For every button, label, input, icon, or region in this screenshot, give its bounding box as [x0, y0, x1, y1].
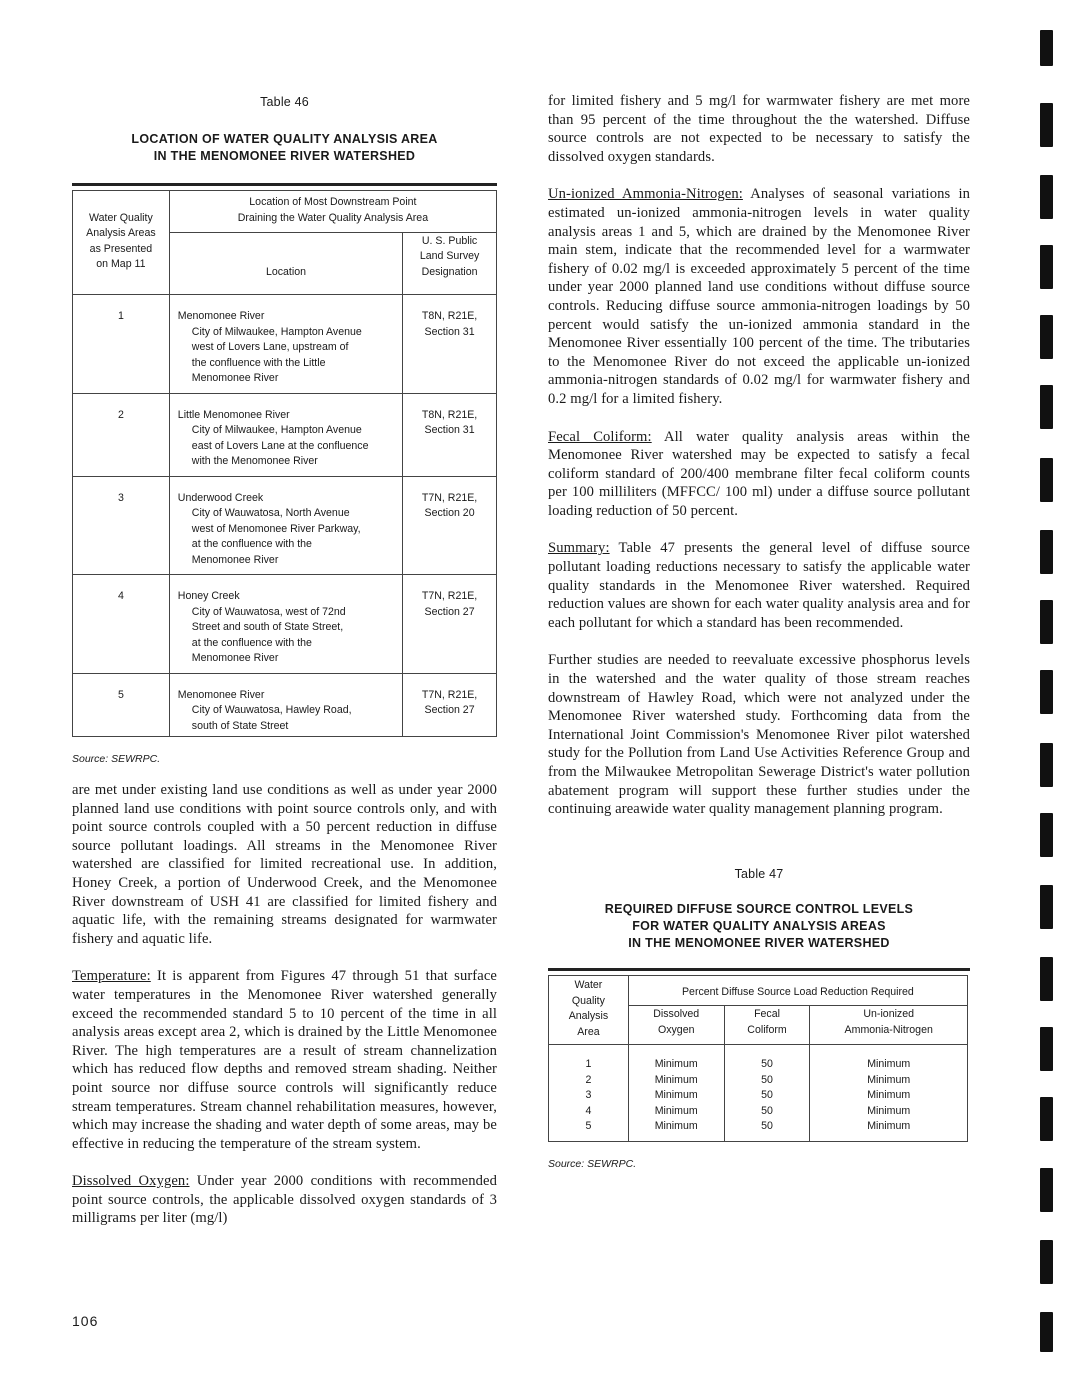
table46-title: LOCATION OF WATER QUALITY ANALYSIS AREA IN THE MENOMONEE RIVER WATERSHED	[131, 132, 438, 163]
fecal-coliform-heading: Fecal Coliform:	[548, 428, 652, 445]
table47-body: 1 2 3 4 5 Minimum Minimum Minimum Minimum Minimum 50 50 50 50 50 Minimum Minimum Minimum Minimum Minimum	[549, 1045, 968, 1142]
table47-caption: Table 47	[734, 866, 784, 881]
edge-mark	[1040, 315, 1053, 359]
edge-mark	[1040, 530, 1053, 574]
temperature-paragraph: Temperature: It is apparent from Figures 47 through 51 that surface water temperatures in the Menomonee River watershed generally exceed the recommended standard 5 to 10 percent of the time in all analysis areas except area 2, which is drained by the Little Menomonee River. The high temperatures are a result of stream channelization which has reduced flow depths and removed stream shading. Neither point source nor diffuse source controls will significantly reduce stream temperatures. Stream channel rehabilitation measures, however, which may increase the shading and water depth of some areas, may be effective in reducing the temperature of the stream system.	[72, 968, 497, 1152]
edge-mark	[1040, 600, 1053, 644]
dissolved-oxygen-paragraph: Dissolved Oxygen: Under year 2000 conditions with recommended point source controls, the applicable dissolved oxygen standards of 3 milligrams per liter (mg/l)	[72, 1173, 497, 1227]
edge-mark	[1040, 1168, 1053, 1212]
scan-edge-marks	[1040, 0, 1054, 1380]
table46-source: Source: SEWRPC.	[72, 753, 161, 765]
page-number: 106	[72, 1313, 99, 1329]
table47-header-dissolved-oxygen: Dissolved Oxygen	[628, 1006, 724, 1045]
edge-mark	[1040, 245, 1053, 289]
edge-mark	[1040, 743, 1053, 787]
left-paragraph-1: are met under existing land use conditions as well as under year 2000 planned land use conditions with point source controls only, and with point source controls coupled with a 50 percent reduction in diffuse source pollutant loadings. All streams in the Menomonee River watershed are classified for limited recreational use. In addition, Honey Creek, a portion of Underwood Creek, and the Menomonee River downstream of USH 41 are classified for limited fishery and aquatic life, with the remaining streams designated for warmwater fishery and aquatic life.	[72, 782, 497, 947]
temperature-heading: Temperature:	[72, 968, 151, 985]
table47-header-group: Percent Diffuse Source Load Reduction Required	[628, 975, 967, 1006]
table-row: 4 Honey Creek City of Wauwatosa, west of 72nd Street and south of State Street, at the confluence with the Menomonee River T7N, R21E, Section 27	[73, 575, 497, 674]
edge-mark	[1040, 957, 1053, 1001]
edge-mark	[1040, 885, 1053, 929]
fecal-coliform-paragraph: Fecal Coliform: All water quality analysis areas within the Menomonee River watershed may be expected to satisfy a fecal coliform standard of 200/400 membrane filter fecal coliform counts per 100 milliliters (MFFCC/ 100 ml) under a diffuse source pollutant loading reduction of 50 percent.	[548, 428, 970, 519]
table47-header-fecal-coliform: Fecal Coliform	[724, 1006, 810, 1045]
summary-paragraph: Summary: Table 47 presents the general level of diffuse source pollutant loading reductions necessary to satisfy the applicable water quality standards in the Menomonee River watershed. Required reduction values are shown for each water quality analysis area and for each pollutant for which a standard has been recommended.	[548, 540, 970, 631]
edge-mark	[1040, 385, 1053, 429]
table46-top-rule	[72, 183, 497, 186]
table-row: 3 Underwood Creek City of Wauwatosa, North Avenue west of Menomonee River Parkway, at the confluence with the Menomonee River T7N, R21E, Section 20	[73, 476, 497, 575]
edge-mark	[1040, 30, 1053, 66]
table47-header-area: Water Quality Analysis Area	[549, 975, 629, 1045]
edge-mark	[1040, 813, 1053, 857]
table46-caption: Table 46	[260, 95, 309, 109]
ammonia-heading: Un-ionized Ammonia-Nitrogen:	[548, 186, 743, 203]
table-row: 5 Menomonee River City of Wauwatosa, Hawley Road, south of State Street T7N, R21E, Section 27	[73, 673, 497, 737]
further-studies-paragraph: Further studies are needed to reevaluate excessive phosphorus levels in the watershed and the water quality of those stream reaches downstream of Hawley Road, which were not analyzed under the Menomonee River watershed study. Forthcoming data from the International Joint Commission's Menomonee River pilot watershed study for the Pollution from Land Use Activities Reference Group and from the Milwaukee Metropolitan Sewerage District's water pollution abatement program will support these further studies under the continuing areawide water quality management planning program.	[548, 652, 970, 818]
edge-mark	[1040, 1097, 1053, 1141]
table47-header-ammonia: Un-ionized Ammonia-Nitrogen	[810, 1006, 968, 1045]
ammonia-paragraph: Un-ionized Ammonia-Nitrogen: Analyses of seasonal variations in estimated un-ionized ammonia-nitrogen levels in water quality analysis areas 1 and 5, which are drained by the Menomonee River main stem, indicate that the recommended level for a warmwater fishery of 0.02 mg/l is exceeded approximately 5 percent of the time under year 2000 planned land use conditions without diffuse source controls. Reducing diffuse source ammonia-nitrogen loadings by 50 percent would satisfy the un-ionized ammonia standard in the Menomonee River essentially 100 percent of the time. The tributaries to the Menomonee River do not exceed the applicable un-ionized ammonia-nitrogen standards of 0.02 mg/l for warmwater fishery and 0.2 mg/l for a limited fishery.	[548, 186, 970, 407]
table46-header-designation: U. S. Public Land Survey Designation	[403, 233, 497, 295]
edge-mark	[1040, 1027, 1053, 1071]
right-paragraph-1: for limited fishery and 5 mg/l for warmwater fishery are met more than 95 percent of the time throughout the the watershed. Diffuse source controls are not expected to be necessary to satisfy the dissolved oxygen standards.	[548, 93, 970, 165]
table46-header-group: Location of Most Downstream Point Draining the Water Quality Analysis Area	[169, 191, 496, 233]
table-row: 2 Little Menomonee River City of Milwaukee, Hampton Avenue east of Lovers Lane at the confluence with the Menomonee River T8N, R21E, Section 31	[73, 393, 497, 476]
edge-mark	[1040, 1312, 1053, 1352]
left-body-text	[72, 781, 497, 1228]
table46-header-area: Water Quality Analysis Areas as Presented on Map 11	[73, 191, 170, 295]
edge-mark	[1040, 1240, 1053, 1284]
dissolved-oxygen-heading: Dissolved Oxygen:	[72, 1173, 190, 1190]
edge-mark	[1040, 175, 1053, 219]
summary-heading: Summary:	[548, 540, 610, 557]
table47	[548, 975, 968, 1142]
edge-mark	[1040, 103, 1053, 147]
table46-header-location: Location	[169, 233, 402, 295]
table47-top-rule	[548, 968, 970, 971]
left-column	[72, 90, 497, 1228]
edge-mark	[1040, 458, 1053, 502]
table-row: 1 Menomonee River City of Milwaukee, Hampton Avenue west of Lovers Lane, upstream of the confluence with the Little Menomonee River T8N, R21E, Section 31	[73, 295, 497, 394]
table46	[72, 190, 497, 737]
edge-mark	[1040, 670, 1053, 714]
table47-title: REQUIRED DIFFUSE SOURCE CONTROL LEVELS FOR WATER QUALITY ANALYSIS AREAS IN THE MENOMONEE RIVER WATERSHED	[604, 901, 914, 950]
right-column	[548, 90, 970, 1170]
table47-source: Source: SEWRPC.	[548, 1157, 637, 1170]
